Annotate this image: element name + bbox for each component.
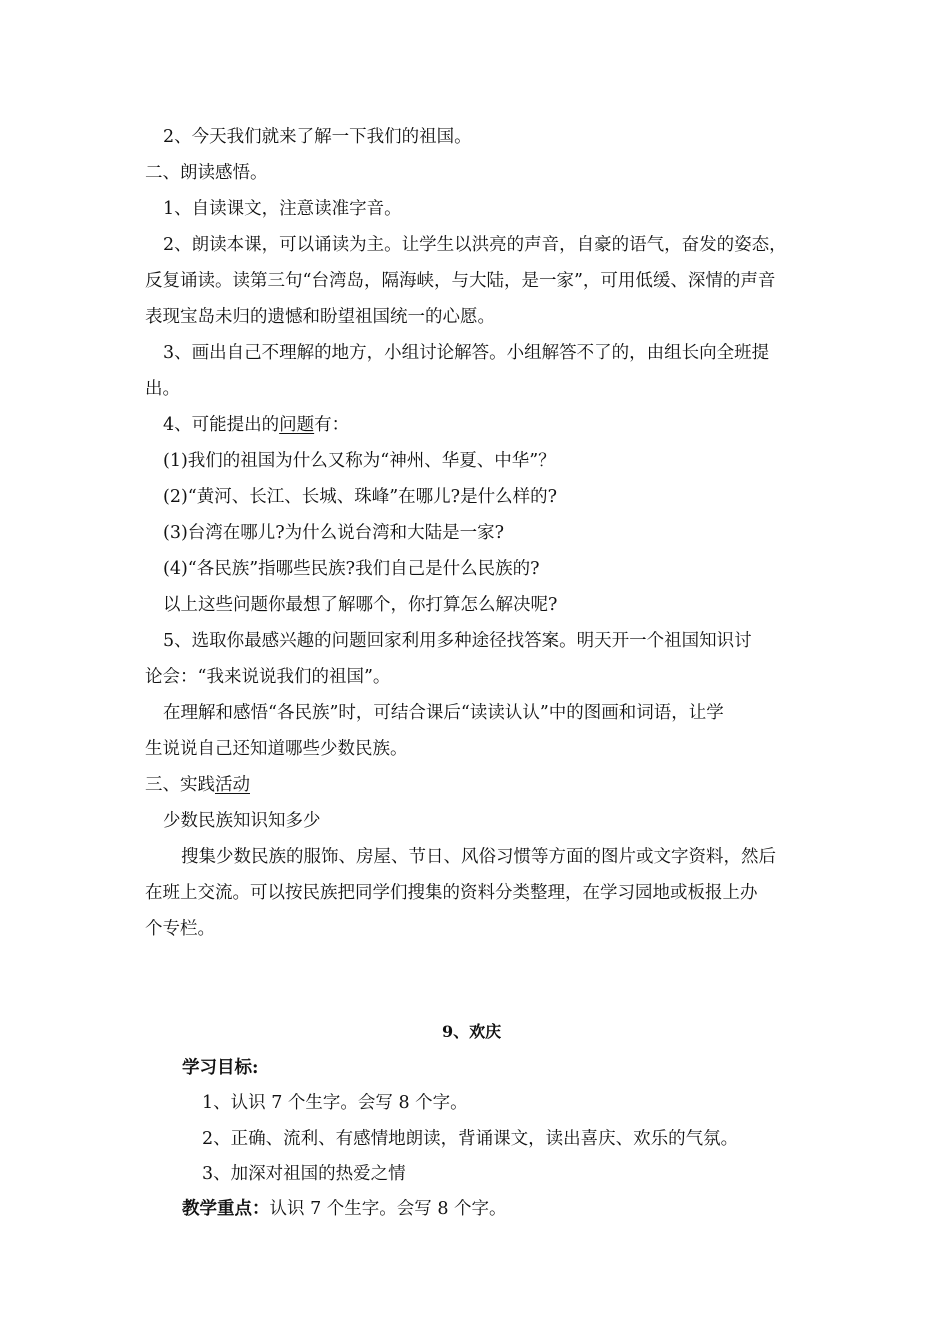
lesson-title: 9、欢庆 <box>442 1022 502 1041</box>
question-item: (4)“各民族”指哪些民族?我们自己是什么民族的? <box>163 559 540 579</box>
paragraph: 出。 <box>145 379 180 399</box>
goal-item: 2、正确、流利、有感情地朗读，背诵课文，读出喜庆、欢乐的气氛。 <box>202 1129 739 1149</box>
text: 4、可能提出的 <box>163 415 280 435</box>
section-heading: 二、朗读感悟。 <box>145 163 268 183</box>
question-item: (1)我们的祖国为什么又称为“神州、华夏、中华”？ <box>163 451 556 471</box>
text: 三、实践 <box>145 775 215 795</box>
activity-title: 少数民族知识知多少 <box>163 811 321 831</box>
paragraph <box>163 413 349 437</box>
paragraph: 5、选取你最感兴趣的问题回家利用多种途径找答案。明天开一个祖国知识讨 <box>163 631 752 651</box>
goal-item: 3、加深对祖国的热爱之情 <box>202 1164 406 1184</box>
paragraph: 以上这些问题你最想了解哪个，你打算怎么解决呢? <box>163 595 558 615</box>
paragraph: 2、朗读本课，可以诵读为主。让学生以洪亮的声音，自豪的语气，奋发的姿态， <box>163 235 787 255</box>
paragraph: 反复诵读。读第三句“台湾岛，隔海峡，与大陆，是一家”，可用低缓、深情的声音 <box>145 271 776 291</box>
paragraph: 2、今天我们就来了解一下我们的祖国。 <box>163 127 472 147</box>
paragraph: 论会：“我来说说我们的祖国”。 <box>145 667 391 687</box>
key-point <box>182 1197 507 1221</box>
paragraph: 个专栏。 <box>145 919 215 939</box>
paragraph: 1、自读课文，注意读准字音。 <box>163 199 402 219</box>
hyperlink-questions[interactable]: 问题 <box>279 415 315 435</box>
paragraph: 搜集少数民族的服饰、房屋、节日、风俗习惯等方面的图片或文字资料，然后 <box>181 847 776 867</box>
paragraph: 3、画出自己不理解的地方，小组讨论解答。小组解答不了的，由组长向全班提 <box>163 343 770 363</box>
key-point-text: 认识 7 个生字。会写 8 个字。 <box>269 1199 507 1219</box>
question-item: (3)台湾在哪儿?为什么说台湾和大陆是一家? <box>163 523 505 543</box>
paragraph: 生说说自己还知道哪些少数民族。 <box>145 739 408 759</box>
paragraph: 表现宝岛未归的遗憾和盼望祖国统一的心愿。 <box>145 307 495 327</box>
section-heading <box>145 773 250 797</box>
hyperlink-activity[interactable]: 活动 <box>215 775 250 795</box>
question-item: (2)“黄河、长江、长城、珠峰”在哪儿?是什么样的? <box>163 487 557 507</box>
key-point-label: 教学重点： <box>182 1199 270 1219</box>
paragraph: 在班上交流。可以按民族把同学们搜集的资料分类整理，在学习园地或板报上办 <box>145 883 758 903</box>
paragraph: 在理解和感悟“各民族”时，可结合课后“读读认认”中的图画和词语，让学 <box>163 703 724 723</box>
text: 有： <box>314 415 350 435</box>
goal-item: 1、认识 7 个生字。会写 8 个字。 <box>202 1093 468 1113</box>
goals-heading: 学习目标: <box>182 1058 259 1078</box>
